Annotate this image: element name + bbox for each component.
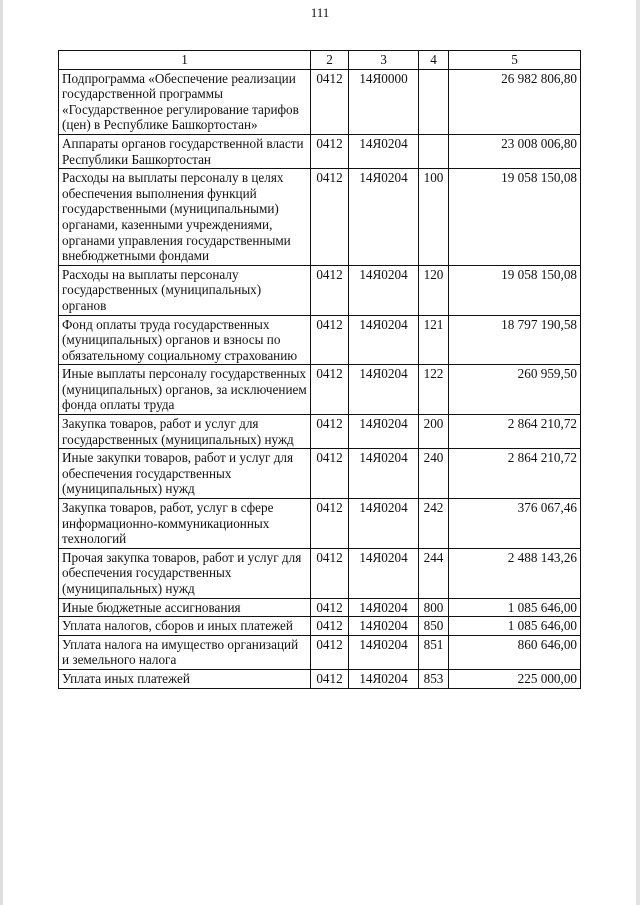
row-name: Иные закупки товаров, работ и услуг для обеспечения государственных (муниципальных) нужд	[59, 449, 311, 499]
row-section: 0412	[311, 499, 349, 549]
table-row	[59, 265, 581, 315]
row-name: Иные бюджетные ассигнования	[59, 598, 311, 617]
row-amount: 1 085 646,00	[449, 598, 581, 617]
scan-edge-left	[0, 0, 3, 905]
table-row	[59, 315, 581, 365]
row-amount: 260 959,50	[449, 365, 581, 415]
row-amount: 2 864 210,72	[449, 449, 581, 499]
row-section: 0412	[311, 548, 349, 598]
table-row	[59, 365, 581, 415]
row-type: 853	[419, 669, 449, 688]
row-type: 121	[419, 315, 449, 365]
row-target: 14Я0204	[349, 635, 419, 669]
row-amount: 860 646,00	[449, 635, 581, 669]
row-name: Закупка товаров, работ, услуг в сфере информационно-коммуникационных технологий	[59, 499, 311, 549]
row-target: 14Я0204	[349, 548, 419, 598]
table-row	[59, 134, 581, 168]
header-col-4: 4	[419, 51, 449, 70]
row-name: Расходы на выплаты персоналу в целях обеспечения выполнения функций государственными (муниципальными) органами, казенными учреждениями, органами управления государственными внебюджетными фондами	[59, 169, 311, 266]
row-target: 14Я0204	[349, 499, 419, 549]
table-row	[59, 449, 581, 499]
header-col-5: 5	[449, 51, 581, 70]
row-section: 0412	[311, 635, 349, 669]
row-section: 0412	[311, 449, 349, 499]
budget-table	[58, 50, 581, 689]
row-amount: 2 864 210,72	[449, 415, 581, 449]
row-section: 0412	[311, 169, 349, 266]
row-type: 244	[419, 548, 449, 598]
table-row	[59, 169, 581, 266]
row-target: 14Я0204	[349, 169, 419, 266]
row-name: Аппараты органов государственной власти Республики Башкортостан	[59, 134, 311, 168]
table-row	[59, 548, 581, 598]
row-target: 14Я0204	[349, 449, 419, 499]
row-type: 200	[419, 415, 449, 449]
row-type: 122	[419, 365, 449, 415]
header-col-1: 1	[59, 51, 311, 70]
row-name: Фонд оплаты труда государственных (муниципальных) органов и взносы по обязательному социальному страхованию	[59, 315, 311, 365]
row-section: 0412	[311, 69, 349, 134]
scan-edge-right	[636, 0, 640, 905]
row-name: Подпрограмма «Обеспечение реализации государственной программы «Государственное регулирование тарифов (цен) в Республике Башкортостан»	[59, 69, 311, 134]
row-target: 14Я0000	[349, 69, 419, 134]
row-amount: 376 067,46	[449, 499, 581, 549]
row-target: 14Я0204	[349, 415, 419, 449]
table-row	[59, 617, 581, 636]
row-target: 14Я0204	[349, 265, 419, 315]
row-target: 14Я0204	[349, 315, 419, 365]
row-section: 0412	[311, 265, 349, 315]
table-row	[59, 499, 581, 549]
row-amount: 19 058 150,08	[449, 265, 581, 315]
row-amount: 26 982 806,80	[449, 69, 581, 134]
header-row	[59, 51, 581, 70]
row-name: Иные выплаты персоналу государственных (муниципальных) органов, за исключением фонда оплаты труда	[59, 365, 311, 415]
row-section: 0412	[311, 415, 349, 449]
row-amount: 19 058 150,08	[449, 169, 581, 266]
row-section: 0412	[311, 134, 349, 168]
table-row	[59, 69, 581, 134]
row-amount: 225 000,00	[449, 669, 581, 688]
row-type	[419, 134, 449, 168]
row-name: Уплата налогов, сборов и иных платежей	[59, 617, 311, 636]
row-target: 14Я0204	[349, 669, 419, 688]
row-amount: 23 008 006,80	[449, 134, 581, 168]
row-type	[419, 69, 449, 134]
row-type: 851	[419, 635, 449, 669]
row-name: Закупка товаров, работ и услуг для государственных (муниципальных) нужд	[59, 415, 311, 449]
row-target: 14Я0204	[349, 134, 419, 168]
table-row	[59, 415, 581, 449]
row-target: 14Я0204	[349, 365, 419, 415]
row-type: 100	[419, 169, 449, 266]
row-type: 850	[419, 617, 449, 636]
table-row	[59, 598, 581, 617]
page-number: 111	[310, 5, 330, 20]
row-type: 800	[419, 598, 449, 617]
row-name: Расходы на выплаты персоналу государственных (муниципальных) органов	[59, 265, 311, 315]
row-section: 0412	[311, 617, 349, 636]
row-type: 242	[419, 499, 449, 549]
row-section: 0412	[311, 315, 349, 365]
row-name: Уплата иных платежей	[59, 669, 311, 688]
header-col-3: 3	[349, 51, 419, 70]
row-type: 120	[419, 265, 449, 315]
row-name: Уплата налога на имущество организаций и земельного налога	[59, 635, 311, 669]
row-name: Прочая закупка товаров, работ и услуг для обеспечения государственных (муниципальных) нужд	[59, 548, 311, 598]
row-amount: 18 797 190,58	[449, 315, 581, 365]
table-row	[59, 635, 581, 669]
row-section: 0412	[311, 598, 349, 617]
table-row	[59, 669, 581, 688]
row-target: 14Я0204	[349, 617, 419, 636]
row-amount: 1 085 646,00	[449, 617, 581, 636]
header-col-2: 2	[311, 51, 349, 70]
row-amount: 2 488 143,26	[449, 548, 581, 598]
row-target: 14Я0204	[349, 598, 419, 617]
row-type: 240	[419, 449, 449, 499]
row-section: 0412	[311, 365, 349, 415]
row-section: 0412	[311, 669, 349, 688]
